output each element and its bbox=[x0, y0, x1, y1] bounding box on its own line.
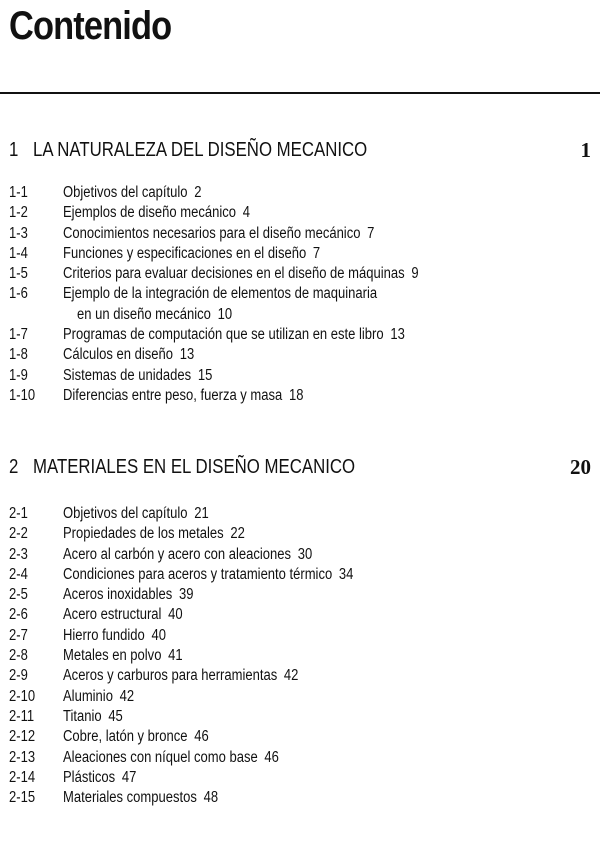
section-text bbox=[63, 748, 279, 768]
section-title: Condiciones para aceros y tratamiento térmico bbox=[63, 565, 333, 583]
section-title: Cobre, latón y bronce bbox=[63, 728, 188, 746]
section-page: 42 bbox=[119, 687, 135, 705]
section-page: 48 bbox=[203, 789, 219, 807]
section-page: 22 bbox=[230, 525, 245, 543]
toc-entry bbox=[9, 707, 591, 727]
toc-entry bbox=[9, 325, 591, 345]
section-title: Materiales compuestos bbox=[63, 789, 197, 807]
section-number: 2-13 bbox=[9, 748, 36, 766]
section-number: 1-2 bbox=[9, 204, 28, 222]
toc-entry bbox=[9, 768, 591, 788]
section-title: Aceros y carburos para herramientas bbox=[63, 667, 278, 685]
toc-entry bbox=[9, 366, 591, 386]
section-number: 1-10 bbox=[9, 386, 36, 404]
section-text bbox=[77, 305, 232, 325]
section-text bbox=[63, 585, 194, 605]
section-number: 2-8 bbox=[9, 647, 28, 665]
section-number: 2-6 bbox=[9, 606, 28, 624]
chapter-heading-1 bbox=[9, 137, 591, 163]
chapter-title: LA NATURALEZA DEL DISEÑO MECANICO bbox=[33, 139, 368, 161]
toc-entry bbox=[9, 284, 591, 304]
section-number: 2-10 bbox=[9, 687, 36, 705]
section-number: 2-5 bbox=[9, 586, 28, 604]
section-page: 10 bbox=[217, 305, 233, 323]
section-title: Sistemas de unidades bbox=[63, 366, 192, 384]
section-number: 2-14 bbox=[9, 768, 36, 786]
chapter-title: MATERIALES EN EL DISEÑO MECANICO bbox=[33, 456, 356, 478]
section-page: 7 bbox=[312, 244, 321, 262]
section-page: 18 bbox=[288, 386, 304, 404]
section-page: 9 bbox=[411, 265, 419, 283]
toc-entry bbox=[9, 183, 591, 203]
section-title: Metales en polvo bbox=[63, 647, 162, 665]
section-number: 2-2 bbox=[9, 525, 28, 543]
toc-entry bbox=[9, 565, 591, 585]
section-page: 40 bbox=[168, 606, 183, 624]
section-text bbox=[63, 687, 134, 707]
section-page: 46 bbox=[194, 728, 209, 746]
chapter-number: 2 bbox=[9, 456, 19, 478]
section-number: 2-12 bbox=[9, 728, 36, 746]
section-text bbox=[63, 605, 183, 625]
section-title: Titanio bbox=[63, 707, 102, 725]
section-page: 7 bbox=[367, 224, 375, 242]
section-title: Conocimientos necesarios para el diseño mecánico bbox=[63, 224, 361, 242]
section-text bbox=[63, 504, 209, 524]
section-text bbox=[63, 768, 136, 788]
section-number: 2-15 bbox=[9, 789, 36, 807]
section-title: Aceros inoxidables bbox=[63, 586, 173, 604]
section-text bbox=[63, 366, 212, 386]
section-number: 1-6 bbox=[9, 285, 28, 303]
section-text bbox=[63, 565, 353, 585]
section-number: 1-3 bbox=[9, 224, 28, 242]
section-page: 13 bbox=[390, 326, 405, 344]
section-text bbox=[63, 203, 250, 223]
section-title: Objetivos del capítulo bbox=[63, 505, 188, 522]
section-page: 13 bbox=[179, 346, 195, 364]
section-text bbox=[63, 345, 194, 365]
section-page: 41 bbox=[168, 647, 183, 665]
chapter-1-sections bbox=[9, 183, 591, 406]
section-number: 1-1 bbox=[9, 184, 28, 201]
section-number: 1-5 bbox=[9, 265, 28, 283]
toc-entry bbox=[9, 524, 591, 544]
chapter-heading-2 bbox=[9, 454, 591, 480]
section-text bbox=[63, 545, 312, 565]
section-page: 47 bbox=[121, 768, 137, 786]
section-title: Funciones y especificaciones en el diseño bbox=[63, 244, 307, 262]
section-title: Programas de computación que se utilizan en este libro bbox=[63, 326, 384, 344]
section-number: 2-4 bbox=[9, 565, 28, 583]
section-text bbox=[63, 386, 303, 406]
section-text bbox=[63, 284, 377, 304]
section-text bbox=[63, 325, 405, 345]
toc-entry bbox=[9, 748, 591, 768]
section-number: 2-7 bbox=[9, 626, 28, 644]
section-text bbox=[63, 727, 209, 747]
section-number: 1-9 bbox=[9, 366, 28, 384]
chapter-page: 1 bbox=[580, 138, 591, 162]
toc-entry-continuation bbox=[9, 305, 591, 325]
section-page: 39 bbox=[179, 586, 194, 604]
toc-entry bbox=[9, 545, 591, 565]
section-text bbox=[63, 666, 298, 686]
toc-entry bbox=[9, 626, 591, 646]
section-title: Criterios para evaluar decisiones en el diseño de máquinas bbox=[63, 265, 405, 283]
section-title: Acero al carbón y acero con aleaciones bbox=[63, 545, 291, 563]
toc-entry bbox=[9, 727, 591, 747]
section-page: 2 bbox=[194, 184, 202, 201]
section-page: 30 bbox=[297, 545, 313, 563]
section-text bbox=[63, 524, 245, 544]
toc-entry bbox=[9, 504, 591, 524]
toc-entry bbox=[9, 605, 591, 625]
section-title: Objetivos del capítulo bbox=[63, 184, 188, 201]
section-title: Ejemplo de la integración de elementos de maquinaria bbox=[63, 285, 378, 303]
toc-entry bbox=[9, 646, 591, 666]
toc-entry bbox=[9, 585, 591, 605]
title-divider bbox=[0, 92, 600, 94]
section-text bbox=[63, 264, 419, 284]
section-text bbox=[63, 244, 320, 264]
toc-entry bbox=[9, 788, 591, 808]
section-number: 2-1 bbox=[9, 505, 28, 522]
section-number: 1-4 bbox=[9, 244, 28, 262]
toc-entry bbox=[9, 687, 591, 707]
section-number: 1-7 bbox=[9, 326, 28, 344]
section-page: 4 bbox=[242, 204, 250, 222]
chapter-2-sections bbox=[9, 504, 591, 808]
section-number: 2-9 bbox=[9, 667, 28, 685]
section-text bbox=[63, 788, 218, 808]
toc-entry bbox=[9, 345, 591, 365]
toc-entry bbox=[9, 264, 591, 284]
toc-entry bbox=[9, 203, 591, 223]
toc-entry bbox=[9, 666, 591, 686]
chapter-number: 1 bbox=[9, 139, 19, 161]
section-page: 34 bbox=[338, 565, 354, 583]
section-title: Propiedades de los metales bbox=[63, 525, 224, 543]
section-title: en un diseño mecánico bbox=[77, 305, 211, 323]
section-number: 2-11 bbox=[9, 707, 35, 725]
section-title: Aluminio bbox=[63, 687, 113, 705]
section-page: 46 bbox=[264, 748, 279, 766]
section-title: Cálculos en diseño bbox=[63, 346, 174, 364]
toc-entry bbox=[9, 224, 591, 244]
toc-entry bbox=[9, 244, 591, 264]
section-title: Hierro fundido bbox=[63, 626, 145, 644]
section-number: 1-8 bbox=[9, 346, 28, 364]
section-title: Plásticos bbox=[63, 768, 116, 786]
section-page: 15 bbox=[197, 366, 213, 384]
section-text bbox=[63, 183, 201, 203]
section-page: 21 bbox=[194, 505, 209, 522]
section-text bbox=[63, 224, 374, 244]
section-page: 42 bbox=[283, 667, 299, 685]
section-number: 2-3 bbox=[9, 545, 28, 563]
section-title: Acero estructural bbox=[63, 606, 162, 624]
section-page: 45 bbox=[108, 707, 123, 725]
chapter-page: 20 bbox=[570, 455, 591, 479]
section-text bbox=[63, 707, 123, 727]
toc-entry bbox=[9, 386, 591, 406]
section-title: Aleaciones con níquel como base bbox=[63, 748, 258, 766]
section-page: 40 bbox=[151, 626, 166, 644]
section-text bbox=[63, 646, 183, 666]
section-title: Diferencias entre peso, fuerza y masa bbox=[63, 386, 283, 404]
page-title: Contenido bbox=[9, 4, 172, 48]
section-text bbox=[63, 626, 166, 646]
section-title: Ejemplos de diseño mecánico bbox=[63, 204, 236, 222]
